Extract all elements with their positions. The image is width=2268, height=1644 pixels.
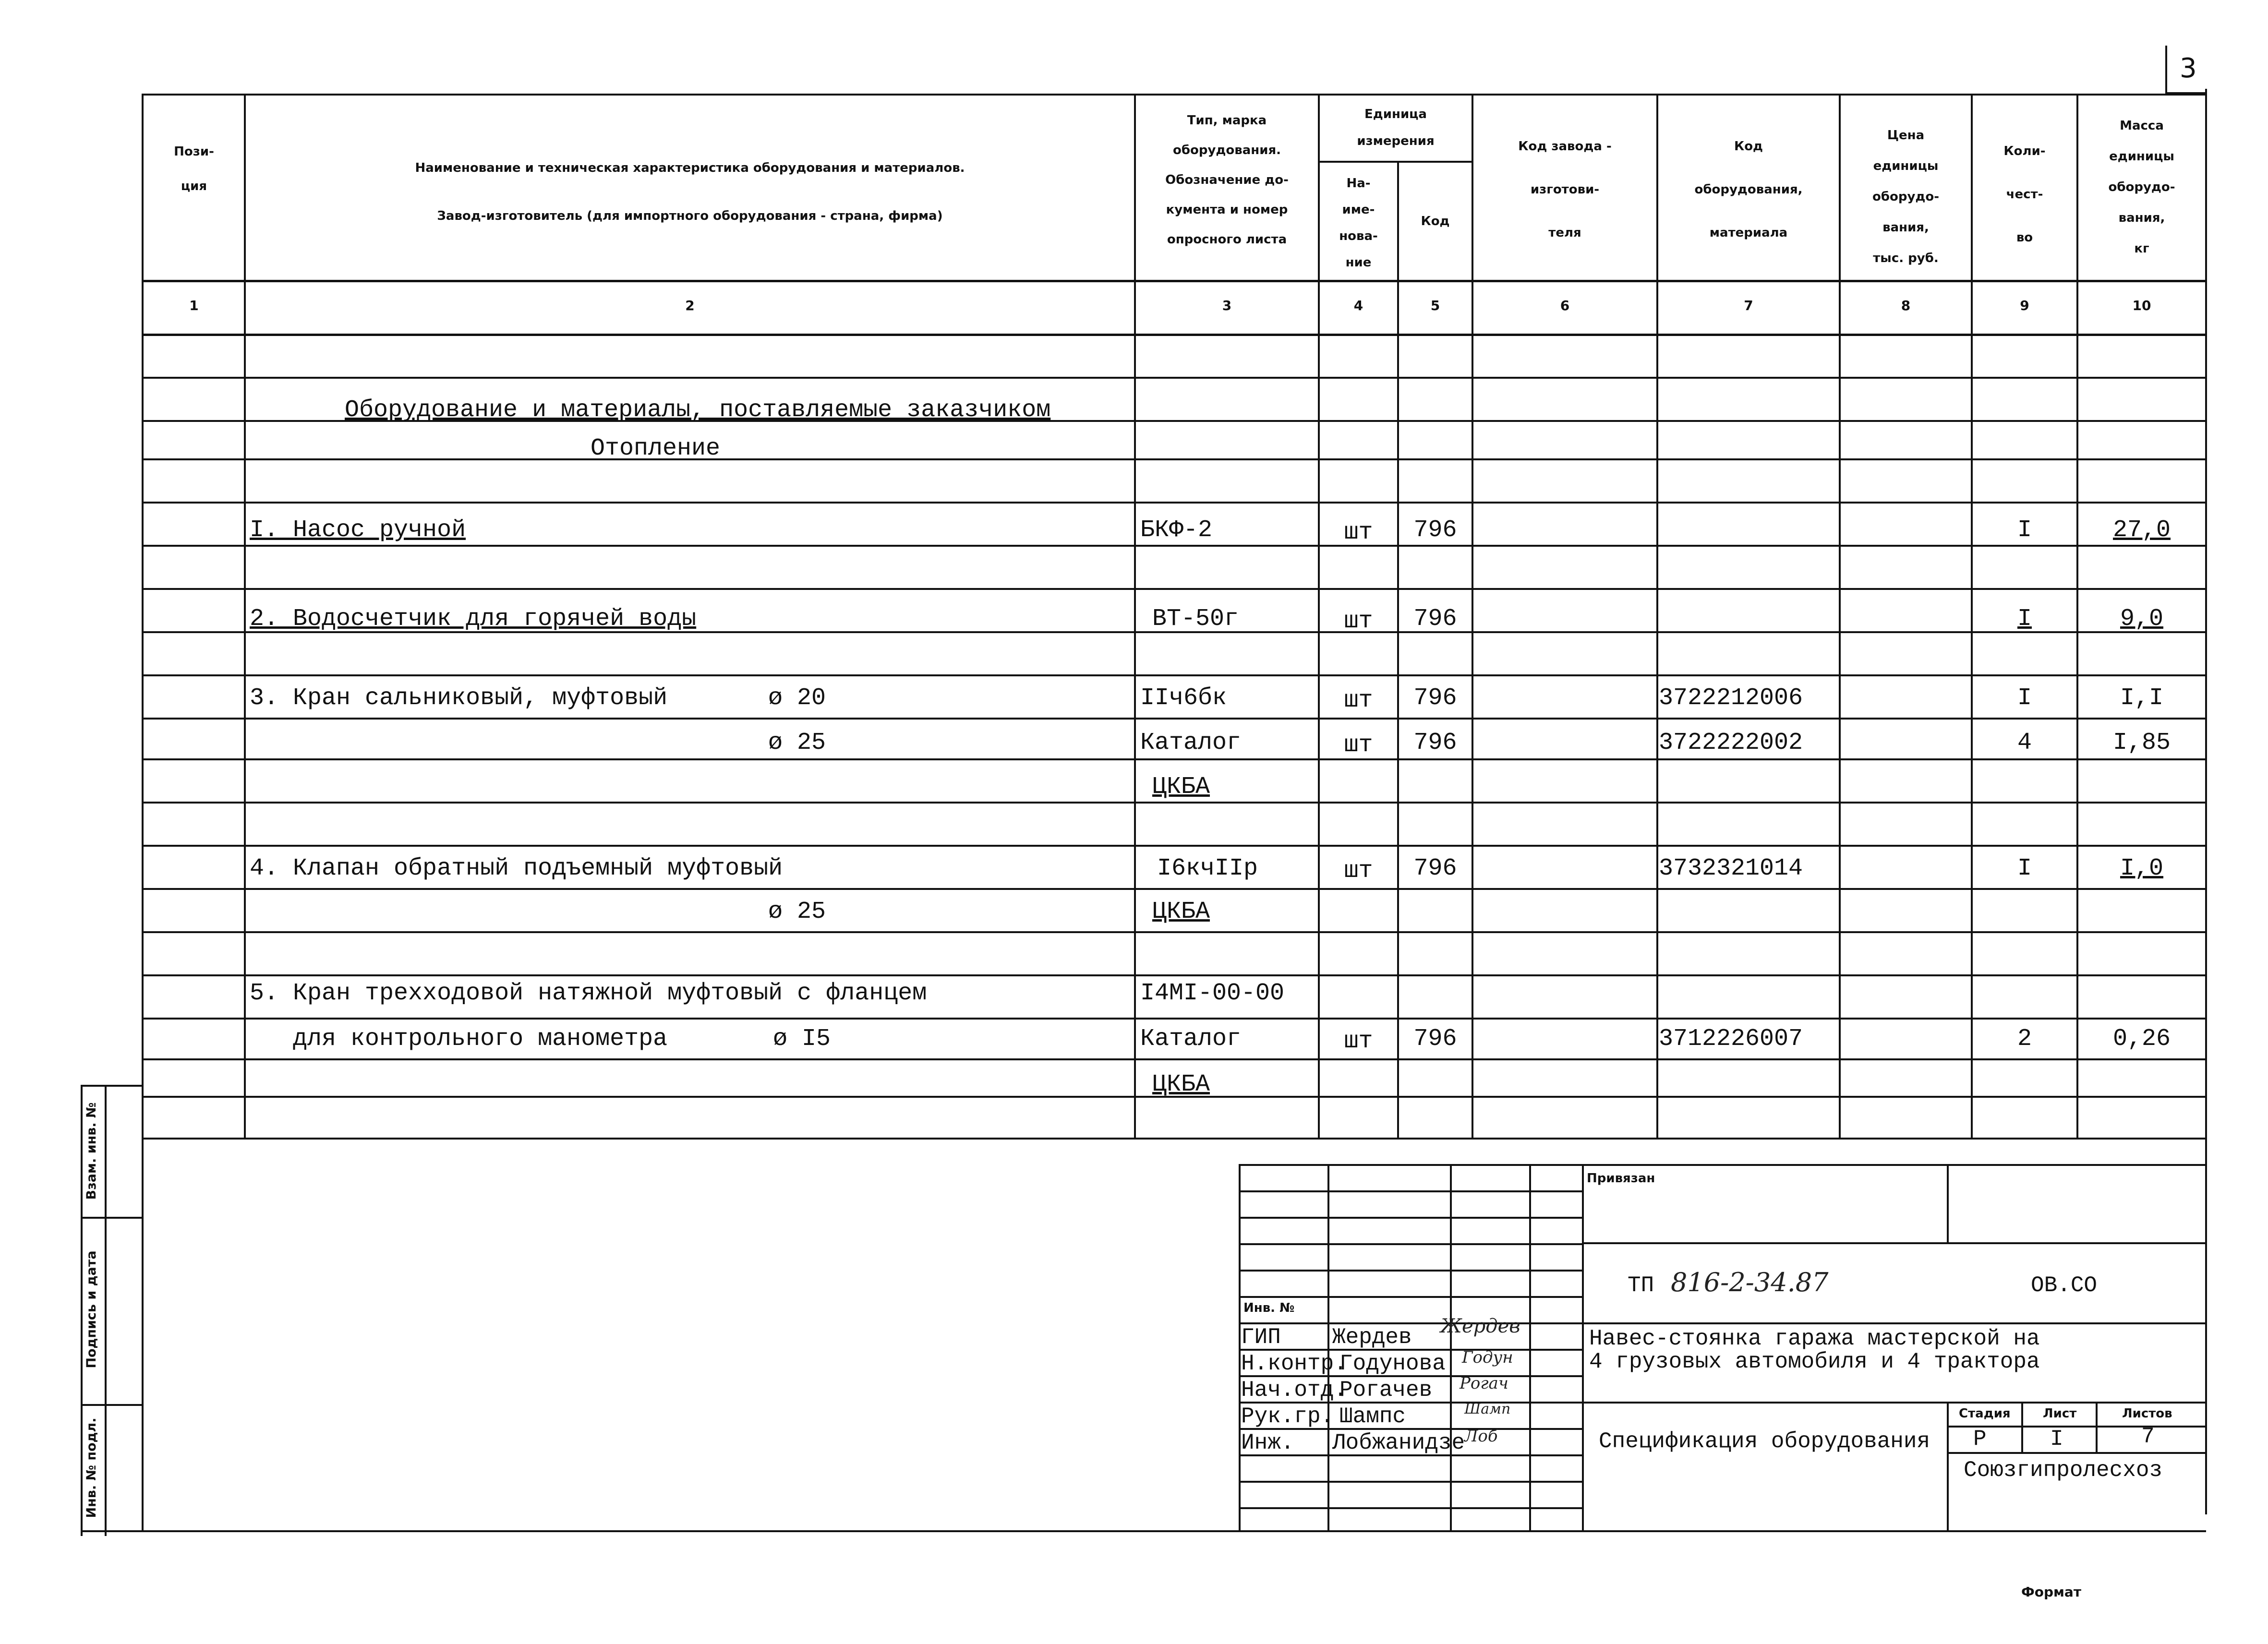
colnum-7: 7	[1744, 298, 1753, 313]
role-inzh: Инж.	[1241, 1430, 1294, 1455]
row3-qty: I	[2017, 684, 2032, 712]
role-rukgr: Рук.гр.	[1241, 1404, 1334, 1429]
row-line	[142, 931, 2206, 933]
tb-linked-label: Привязан	[1587, 1171, 1655, 1186]
tb-sig-row	[1239, 1190, 1582, 1192]
tb-sheet-value: I	[2050, 1427, 2063, 1452]
tb-project-title: Навес-стоянка гаража мастерской на 4 грузовых автомобиля и 4 трактора	[1589, 1326, 2040, 1374]
tb-sig-row	[1239, 1507, 1582, 1509]
row4-unit: шт	[1344, 732, 1373, 759]
row10-type: ЦКБА	[1152, 1071, 1210, 1098]
name-gip: Жердев	[1332, 1325, 1412, 1350]
row5-type: ЦКБА	[1152, 773, 1210, 801]
name-inzh: Лобжанидзе	[1332, 1430, 1465, 1455]
colnum-bottom	[142, 334, 2206, 336]
row6-type: I6кчIIр	[1157, 855, 1258, 882]
row-line	[142, 1058, 2206, 1060]
table-top	[142, 94, 2206, 96]
header-col2: Наименование и техническая характеристика оборудования и материалов. Завод-изготовитель (для импортного оборудования - страна, фирма)	[415, 161, 965, 223]
colnum-4: 4	[1353, 298, 1363, 313]
side-label-original-inv: Инв. № подл.	[84, 1417, 99, 1518]
row2-qty: I	[2017, 605, 2032, 633]
tb-linked-bottom	[1582, 1242, 2206, 1244]
role-nkontr: Н.контр.	[1241, 1351, 1347, 1376]
colnum-3: 3	[1222, 298, 1232, 313]
tb-doc-number: 816-2-34.87	[1671, 1267, 1829, 1297]
header-col8: Цена единицы оборудо- вания, тыс. руб.	[1872, 128, 1940, 265]
section-title: Оборудование и материалы, поставляемые заказчиком	[345, 396, 1051, 424]
header-col4: На- име- нова- ние	[1339, 176, 1378, 270]
row6-qty: I	[2017, 855, 2032, 882]
row-line	[142, 377, 2206, 379]
col-line	[244, 94, 246, 1139]
tb-linked-divider	[1947, 1164, 1949, 1243]
row9-code: 796	[1413, 1025, 1457, 1053]
row-line	[142, 588, 2206, 590]
name-nachotd: Рогачев	[1339, 1378, 1433, 1403]
row-line	[142, 888, 2206, 890]
signature-gip: Жердев	[1440, 1315, 1520, 1337]
tb-top	[1239, 1164, 2206, 1166]
colnum-5: 5	[1430, 298, 1440, 313]
colnum-9: 9	[2020, 298, 2029, 313]
tb-sheets-label: Листов	[2122, 1406, 2172, 1421]
row1-name: I. Насос ручной	[250, 516, 466, 544]
tb-sheets-value: 7	[2141, 1424, 2155, 1449]
signature-rukgr: Шамп	[1464, 1401, 1511, 1417]
row-line	[142, 718, 2206, 720]
row-line	[142, 1018, 2206, 1020]
colnum-6: 6	[1560, 298, 1570, 313]
side-label-signature-date: Подпись и дата	[84, 1250, 99, 1368]
header-bottom	[142, 280, 2206, 282]
tb-doc-mark: ОВ.СО	[2031, 1273, 2098, 1298]
tb-sig-col	[1529, 1164, 1531, 1531]
signature-nkontr: Годун	[1462, 1348, 1513, 1367]
frame-left	[142, 94, 144, 1531]
tb-organization: Союзгипролесхоз	[1964, 1458, 2163, 1483]
header-col1: Пози- ция	[174, 144, 214, 193]
row4-code: 796	[1413, 729, 1457, 756]
row3-mass: I,I	[2120, 684, 2163, 712]
row4-dia: ø 25	[768, 729, 826, 756]
tb-sig-row	[1239, 1243, 1582, 1245]
signature-inzh: Лоб	[1464, 1427, 1498, 1446]
header-col10: Масса единицы оборудо- вания, кг	[2108, 119, 2175, 256]
row-line	[142, 974, 2206, 976]
sheet-number: 3	[2180, 53, 2197, 84]
row8-name: 5. Кран трехходовой натяжной муфтовый с фланцем	[250, 980, 927, 1007]
format-label: Формат	[2021, 1584, 2082, 1600]
header-col3: Тип, марка оборудования. Обозначение до- кумента и номер опросного листа	[1165, 113, 1289, 247]
row9-mass: 0,26	[2112, 1025, 2171, 1053]
header-unit-group: Единица измерения	[1357, 107, 1435, 148]
subsection-title: Отопление	[591, 435, 721, 462]
tb-stage-col	[2021, 1402, 2023, 1452]
row-line	[142, 502, 2206, 504]
row-line	[142, 458, 2206, 460]
row3-code: 796	[1413, 684, 1457, 712]
tb-sig-row	[1239, 1270, 1582, 1272]
row-line	[142, 545, 2206, 547]
row1-qty: I	[2017, 516, 2032, 544]
row2-type: ВТ-50г	[1152, 605, 1239, 633]
tb-sig-col	[1450, 1164, 1452, 1531]
row3-dia: ø 20	[768, 684, 826, 712]
row6-mat-code: 3732321014	[1659, 855, 1803, 882]
tb-sig-row	[1239, 1296, 1582, 1298]
tb-main-left	[1582, 1164, 1584, 1531]
name-rukgr: Шампс	[1339, 1404, 1406, 1429]
unit-group-divider	[1318, 161, 1472, 163]
header-col9: Коли- чест- во	[2003, 144, 2046, 245]
row4-type: Каталог	[1140, 729, 1242, 756]
row2-mass: 9,0	[2120, 605, 2163, 633]
row3-unit: шт	[1344, 687, 1373, 714]
header-col5: Код	[1421, 214, 1450, 228]
row7-dia: ø 25	[768, 898, 826, 925]
tb-inv-label: Инв. №	[1243, 1301, 1295, 1315]
row1-unit: шт	[1344, 519, 1373, 546]
row6-code: 796	[1413, 855, 1457, 882]
row7-type: ЦКБА	[1152, 898, 1210, 925]
row9-mat-code: 3712226007	[1659, 1025, 1803, 1053]
row6-unit: шт	[1344, 857, 1373, 885]
row3-name: 3. Кран сальниковый, муфтовый	[250, 684, 668, 712]
row9-unit: шт	[1344, 1028, 1373, 1055]
role-nachotd: Нач.отд.	[1241, 1378, 1347, 1403]
tb-left	[1239, 1164, 1241, 1531]
row1-type: БКФ-2	[1140, 516, 1213, 544]
row9-name: для контрольного манометра	[293, 1025, 668, 1053]
row-line	[142, 758, 2206, 760]
tb-doc-code: ТП	[1628, 1273, 1654, 1298]
frame-bottom	[142, 1530, 2206, 1532]
tb-stage-value: Р	[1973, 1427, 1987, 1452]
tb-code-bottom	[1582, 1322, 2206, 1324]
colnum-10: 10	[2132, 298, 2151, 313]
name-nkontr: Годунова	[1339, 1351, 1446, 1376]
row-line	[142, 845, 2206, 847]
signature-nachotd: Рогач	[1460, 1374, 1508, 1393]
row1-code: 796	[1413, 516, 1457, 544]
colnum-2: 2	[685, 298, 695, 313]
sheet-box-left	[2165, 46, 2167, 94]
side-label-replaced-inv: Взам. инв. №	[84, 1102, 99, 1200]
row2-name: 2. Водосчетчик для горячей воды	[250, 605, 697, 633]
tb-sig-row	[1239, 1481, 1582, 1483]
row6-name: 4. Клапан обратный подъемный муфтовый	[250, 855, 783, 882]
tb-stage-left	[1947, 1402, 1949, 1531]
row-line	[142, 674, 2206, 676]
tb-drawing-title: Спецификация оборудования	[1599, 1429, 1930, 1454]
row3-mat-code: 3722212006	[1659, 684, 1803, 712]
tb-stage-col	[2096, 1402, 2098, 1452]
colnum-1: 1	[189, 298, 199, 313]
row4-mass: I,85	[2112, 729, 2171, 756]
row9-dia: ø I5	[773, 1025, 831, 1053]
header-col7: Код оборудования, материала	[1694, 139, 1803, 240]
row2-code: 796	[1413, 605, 1457, 633]
row-line	[142, 802, 2206, 804]
tb-sig-col	[1327, 1164, 1329, 1531]
row9-qty: 2	[2017, 1025, 2032, 1053]
table-bottom	[142, 1138, 2206, 1140]
side-stamp-left	[81, 1085, 83, 1536]
row9-type: Каталог	[1140, 1025, 1242, 1053]
header-col6: Код завода - изготови- теля	[1518, 139, 1612, 240]
row4-mat-code: 3722222002	[1659, 729, 1803, 756]
side-stamp-mid	[105, 1085, 107, 1536]
row6-mass: I,0	[2120, 855, 2163, 882]
row1-mass: 27,0	[2112, 516, 2171, 544]
tb-project-bottom	[1582, 1402, 2206, 1404]
tb-sheet-label: Лист	[2043, 1406, 2077, 1421]
tb-stage-label: Стадия	[1959, 1406, 2011, 1421]
row2-unit: шт	[1344, 608, 1373, 635]
tb-sig-row	[1239, 1217, 1582, 1219]
row8-type: I4MI-00-00	[1140, 980, 1285, 1007]
role-gip: ГИП	[1241, 1325, 1281, 1350]
row3-type: IIч6бк	[1140, 684, 1227, 712]
row4-qty: 4	[2017, 729, 2032, 756]
colnum-8: 8	[1901, 298, 1911, 313]
